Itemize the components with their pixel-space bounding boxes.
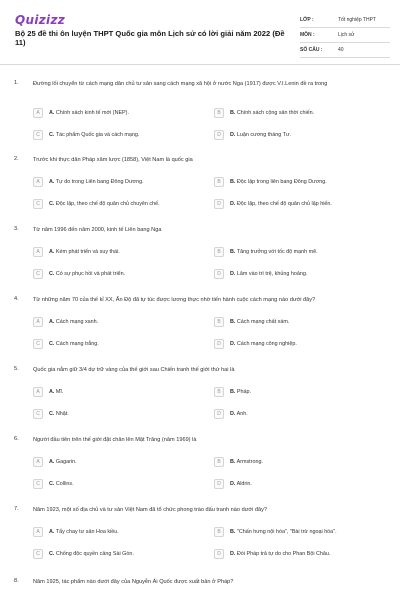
option-content: "Chấn hưng nội hóa", "Bài trừ ngoại hóa". [236,529,337,535]
option-letter-box: B [214,527,224,537]
option-letter-box: B [214,317,224,327]
option-text [230,551,330,557]
meta-row-count [300,43,390,58]
question-number: 1. [14,80,19,86]
option-text [49,551,134,557]
option-content: Tác phẩm Quốc gia và cách mạng. [55,132,140,138]
answer-option-c[interactable] [33,268,125,280]
option-text [49,271,125,277]
question-text: Quốc gia nắm giữ 3/4 dự trữ vàng của thế giới sau Chiến tranh thế giới thứ hai là [33,367,235,373]
question-text: Đường lối chuyển từ cách mạng dân chủ tư sản sang cách mạng xã hội ở nước Nga (1917) được V.I.Lenin đề ra trong [33,81,328,87]
answer-option-b[interactable] [214,176,327,188]
option-text [49,179,144,185]
answer-option-b[interactable] [214,386,251,398]
meta-key: SỐ CÂU : [300,47,323,53]
option-text [230,249,318,255]
option-text [49,411,69,417]
answer-option-d[interactable] [214,548,330,560]
option-letter-box: A [33,247,43,257]
answer-option-a[interactable] [33,526,119,538]
answer-option-d[interactable] [214,129,291,141]
meta-value: Tốt nghiệp THPT [338,17,376,23]
option-text [49,529,119,535]
option-text [49,481,74,487]
option-label: B. [230,249,236,255]
option-text [230,341,297,347]
answer-option-a[interactable] [33,456,77,468]
option-letter-box: D [214,479,224,489]
question-number: 2. [14,156,19,162]
option-label: B. [230,529,236,535]
option-content: Chống độc quyền cảng Sài Gòn. [55,551,134,557]
answer-option-c[interactable] [33,338,99,350]
option-text [230,132,291,138]
option-label: C. [49,411,55,417]
answer-option-c[interactable] [33,478,74,490]
option-letter-box: C [33,339,43,349]
option-content: Cách mạng trắng. [55,341,99,347]
question-text: Từ những năm 70 của thế kỉ XX, Ấn Độ đã tự túc được lương thực nhờ tiến hành cuộc cách mạng nào dưới đây? [33,297,316,303]
meta-info [300,13,390,58]
option-text [230,529,337,535]
option-text [230,481,252,487]
answer-option-d[interactable] [214,268,307,280]
option-letter-box: D [214,409,224,419]
option-label: D. [230,201,236,207]
header-divider [0,64,400,65]
quizizz-logo: Quizizz [15,13,66,27]
answer-option-c[interactable] [33,548,134,560]
option-label: B. [230,389,236,395]
answer-option-b[interactable] [214,526,337,538]
option-letter-box: C [33,269,43,279]
option-text [49,132,139,138]
option-text [230,319,289,325]
option-letter-box: B [214,108,224,118]
option-text [230,389,251,395]
option-label: C. [49,201,55,207]
question-text: Năm 1925, tác phẩm nào dưới đây của Nguyễn Ái Quốc được xuất bản ở Pháp? [33,579,234,585]
option-content: Nhật. [55,411,69,417]
option-content: Độc lập, theo chế độ quân chủ lập hiến. [236,201,332,207]
option-label: D. [230,411,236,417]
option-content: Chính sách cộng sản thời chiến. [236,110,315,116]
option-letter-box: C [33,130,43,140]
meta-key: MÔN : [300,32,315,38]
option-letter-box: A [33,177,43,187]
option-letter-box: B [214,177,224,187]
option-text [49,249,120,255]
answer-option-a[interactable] [33,246,120,258]
option-letter-box: B [214,387,224,397]
option-letter-box: B [214,457,224,467]
option-content: Độc lập, theo chế độ quân chủ chuyên chế. [55,201,160,207]
option-letter-box: D [214,130,224,140]
answer-option-b[interactable] [214,107,314,119]
option-label: C. [49,551,55,557]
option-label: C. [49,341,55,347]
option-content: Chính sách kinh tế mới (NEP). [55,110,129,116]
option-text [49,389,63,395]
answer-option-b[interactable] [214,246,318,258]
option-label: A. [49,389,55,395]
answer-option-b[interactable] [214,316,289,328]
answer-option-c[interactable] [33,198,160,210]
option-letter-box: D [214,199,224,209]
option-label: B. [230,179,236,185]
meta-key: LỚP : [300,17,314,23]
option-letter-box: C [33,199,43,209]
option-letter-box: C [33,479,43,489]
option-content: Collins. [55,481,74,487]
question-number: 8. [14,578,19,584]
option-text [230,411,248,417]
option-text [230,179,327,185]
question-text: Trước khi thực dân Pháp xâm lược (1858), Việt Nam là quốc gia [33,157,193,163]
option-label: C. [49,132,55,138]
option-label: A. [49,529,55,535]
worksheet-title: Bộ 25 đề thi ôn luyện THPT Quốc gia môn Lịch sử có lời giải năm 2022 (Đề 11) [15,29,285,48]
question-text: Năm 1923, một số địa chủ và tư sản Việt Nam đã tổ chức phong trào đấu tranh nào dưới đây? [33,507,268,513]
option-content: Luận cương tháng Tư. [236,132,292,138]
question-text: Người đầu tiên trên thế giới đặt chân lên Mặt Trăng (năm 1969) là [33,437,197,443]
option-content: Tẩy chay tư sản Hoa kiều. [55,529,119,535]
option-label: D. [230,271,236,277]
question-number: 5. [14,366,19,372]
option-text [230,271,307,277]
answer-option-a[interactable] [33,107,129,119]
option-content: Pháp. [236,389,251,395]
option-letter-box: A [33,317,43,327]
meta-row-subject [300,28,390,43]
option-label: B. [230,110,236,116]
option-content: Đòi Pháp trả tự do cho Phan Bội Châu. [236,551,331,557]
option-label: A. [49,110,55,116]
meta-value: Lịch sử [338,32,355,38]
option-label: B. [230,319,236,325]
option-letter-box: A [33,457,43,467]
meta-row-class [300,13,390,28]
option-text [49,459,77,465]
option-label: C. [49,271,55,277]
option-text [49,319,98,325]
option-label: A. [49,249,55,255]
option-content: Armstrong. [236,459,263,465]
option-label: D. [230,481,236,487]
option-content: Có sự phục hồi và phát triển. [55,271,126,277]
option-content: Anh. [236,411,248,417]
option-letter-box: A [33,108,43,118]
answer-option-d[interactable] [214,408,248,420]
question-number: 7. [14,506,19,512]
option-letter-box: D [214,549,224,559]
option-text [230,201,332,207]
option-content: Aldrin. [236,481,252,487]
meta-value: 40 [338,47,344,53]
answer-option-c[interactable] [33,408,69,420]
question-number: 4. [14,296,19,302]
option-content: Gagarin. [55,459,77,465]
option-text [49,341,99,347]
option-content: Độc lập trong liên bang Đông Dương. [236,179,327,185]
option-text [49,201,160,207]
option-label: A. [49,319,55,325]
answer-option-d[interactable] [214,478,252,490]
option-label: D. [230,132,236,138]
option-letter-box: C [33,409,43,419]
answer-option-d[interactable] [214,198,332,210]
option-letter-box: D [214,339,224,349]
option-content: Tăng trưởng với tốc độ mạnh mẽ. [236,249,318,255]
question-text: Từ năm 1996 đến năm 2000, kinh tế Liên bang Nga [33,227,162,233]
option-letter-box: D [214,269,224,279]
option-letter-box: C [33,549,43,559]
option-content: Lâm vào trì trệ, khủng hoảng. [236,271,308,277]
option-label: A. [49,179,55,185]
option-text [49,110,129,116]
option-content: Cách mạng công nghiệp. [236,341,297,347]
answer-option-b[interactable] [214,456,263,468]
option-label: B. [230,459,236,465]
option-label: C. [49,481,55,487]
question-number: 6. [14,436,19,442]
option-letter-box: B [214,247,224,257]
worksheet-header [0,0,400,64]
option-letter-box: A [33,527,43,537]
answer-option-a[interactable] [33,176,144,188]
option-content: Tự do trong Liên bang Đông Dương. [55,179,144,185]
answer-option-d[interactable] [214,338,297,350]
option-content: Cách mạng xanh. [55,319,99,325]
option-content: Mĩ. [55,389,64,395]
option-letter-box: A [33,387,43,397]
option-label: D. [230,551,236,557]
option-text [230,110,314,116]
option-content: Cách mạng chất xám. [236,319,290,325]
option-label: A. [49,459,55,465]
option-content: Kém phát triển và suy thái. [55,249,120,255]
answer-option-a[interactable] [33,316,98,328]
option-label: D. [230,341,236,347]
option-text [230,459,263,465]
answer-option-a[interactable] [33,386,63,398]
question-number: 3. [14,226,19,232]
answer-option-c[interactable] [33,129,139,141]
